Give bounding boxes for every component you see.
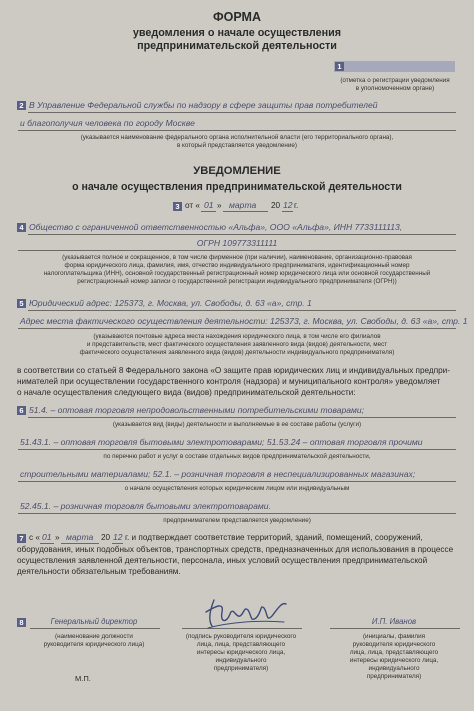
start-month: марта <box>66 532 94 542</box>
name-caption-2: руководителя юридического <box>352 641 436 648</box>
signature-caption-1: (подпись руководителя юридического <box>185 633 297 640</box>
notice-day: 01 <box>204 200 214 210</box>
company-caption-3: налогоплательщика (ИНН), основной государственный регистрационный номер юридического лица или основной государственный <box>43 270 431 277</box>
section-number-8: 8 <box>17 618 26 627</box>
notice-title: УВЕДОМЛЕНИЕ <box>193 165 281 177</box>
address-caption-1: (указываются почтовые адреса места нахождения юридического лица, в том числе его филиалов <box>93 333 381 340</box>
section-number-1: 1 <box>335 62 344 71</box>
start-close-quote: » <box>55 533 60 542</box>
legal-address: Юридический адрес: 125373, г. Москва, ул. Свободы, д. 63 «а», стр. 1 <box>29 298 312 308</box>
company-caption-4: регистрационный номер записи о государственной регистрации индивидуального предпринимателя (ОГРН)) <box>77 278 397 285</box>
signer-name: И.П. Иванов <box>371 617 417 626</box>
section-number-6: 6 <box>17 406 26 415</box>
company-caption-1: (указывается полное и сокращенное, в том числе фирменное (при наличии), наименование, организационно-правовая <box>62 254 412 261</box>
activity-line-4: 52.45.1. – розничная торговля бытовыми электротоварами. <box>20 501 271 511</box>
section-number-5: 5 <box>17 299 26 308</box>
activity-line-3: строительными материалами; 52.1. – розничная торговля в неспециализированных магазинах; <box>20 469 416 479</box>
notice-year: 12 <box>283 200 293 210</box>
authority-line-1: В Управление Федеральной службы по надзору в сфере защиты прав потребителей <box>29 100 378 110</box>
company-line-1: Общество с ограниченной ответственностью «Альфа», ООО «Альфа», ИНН 7733111113, <box>29 222 403 232</box>
signature-caption-4: индивидуального <box>215 657 267 664</box>
signature-caption-3: интересы юридического лица, <box>196 649 286 656</box>
activity-caption-1: (указывается вид (виды) деятельности и выполняемые в ее составе работы (услуги) <box>112 421 362 428</box>
date-close-quote: » <box>217 201 222 210</box>
stamp-place-label: М.П. <box>75 674 91 683</box>
address-caption-2: и представительств, мест фактического осуществления заявленного вида (видов) деятельности, мест <box>86 341 388 348</box>
authority-caption-1: (указывается наименование федерального органа исполнительной власти (его территориального органа), <box>80 134 394 141</box>
authority-caption-2: в который представляется уведомление) <box>176 142 298 149</box>
section-number-7: 7 <box>17 534 26 543</box>
section-number-2: 2 <box>17 101 26 110</box>
form-subtitle-1: уведомления о начале осуществления <box>132 27 342 39</box>
form-subtitle-2: предпринимательской деятельности <box>137 40 337 52</box>
activity-line-1: 51.4. – оптовая торговля непродовольственными потребительскими товарами; <box>29 405 365 415</box>
signature-caption-2: лица, лица, представляющего <box>196 641 286 648</box>
section-number-4: 4 <box>17 223 26 232</box>
start-lead: с « <box>29 533 40 542</box>
authority-line-2: и благополучия человека по городу Москве <box>20 118 195 128</box>
notice-subtitle: о начале осуществления предпринимательской деятельности <box>72 181 402 193</box>
name-caption-4: интересы юридического лица, <box>349 657 439 664</box>
registration-caption-2: в уполномоченном органе) <box>355 85 435 92</box>
year-suffix: г. <box>294 201 299 210</box>
law-text-3: о начале осуществления следующего вида (видов) предпринимательской деятельности: <box>17 388 356 397</box>
activity-line-2: 51.43.1. – оптовая торговля бытовыми электротоварами; 51.53.24 – оптовая торговля прочими <box>20 437 423 447</box>
actual-address: Адрес места фактического осуществления деятельности: 125373, г. Москва, ул. Свободы, д. 63 «а», стр. 1 <box>20 316 468 326</box>
start-year: 12 <box>113 532 123 542</box>
position-caption-2: руководителя юридического лица) <box>43 641 145 648</box>
notice-month: марта <box>229 200 257 210</box>
law-text-1: в соответствии со статьей 8 Федерального закона «О защите прав юридических лиц и индивидуальных предпри- <box>17 366 450 375</box>
start-text-3: осуществления заявленной деятельности, персонала, иных условий осуществления предпринимательской <box>17 556 428 565</box>
name-caption-6: предпринимателя) <box>366 673 422 680</box>
start-year-prefix: 20 <box>101 533 111 542</box>
start-day: 01 <box>42 532 52 542</box>
year-prefix: 20 <box>271 201 281 210</box>
section-number-3: 3 <box>173 202 182 211</box>
start-text-1: г. и подтверждает соответствие территорий, зданий, помещений, сооружений, <box>125 533 423 542</box>
start-text-4: деятельности обязательным требованиям. <box>17 567 181 576</box>
date-from-label: от « <box>185 201 200 210</box>
signature-image <box>200 592 290 636</box>
law-text-2: нимателей при осуществлении государственного контроля (надзора) и муниципального контроля» уведомляет <box>17 377 441 386</box>
activity-caption-3: о начале осуществления которых юридическим лицом или индивидуальным <box>124 485 350 492</box>
signature-caption-5: предпринимателя) <box>213 665 269 672</box>
address-caption-3: фактического осуществления заявленного вида (видов) деятельности индивидуального предпринимателя) <box>79 349 395 356</box>
start-text-2: оборудования, иных подобных объектов, транспортных средств, предназначенных для использования в процессе <box>17 545 454 554</box>
company-caption-2: форма юридического лица, фамилия, имя, отчество индивидуального предпринимателя, идентификационный номер <box>64 262 410 269</box>
registration-caption-1: (отметка о регистрации уведомления <box>340 77 450 84</box>
signer-position: Генеральный директор <box>50 617 138 626</box>
activity-caption-2: по перечню работ и услуг в составе отдельных видов предпринимательской деятельности, <box>103 453 371 460</box>
company-line-2: ОГРН 109773311111 <box>196 238 278 248</box>
form-title: ФОРМА <box>212 10 261 24</box>
activity-caption-4: предпринимателем представляется уведомление) <box>163 517 311 524</box>
name-caption-5: индивидуального <box>368 665 420 672</box>
name-caption-1: (инициалы, фамилия <box>362 633 426 640</box>
position-caption-1: (наименование должности <box>55 633 133 640</box>
name-caption-3: лица, лица, представляющего <box>349 649 439 656</box>
registration-mark-box <box>334 61 455 72</box>
